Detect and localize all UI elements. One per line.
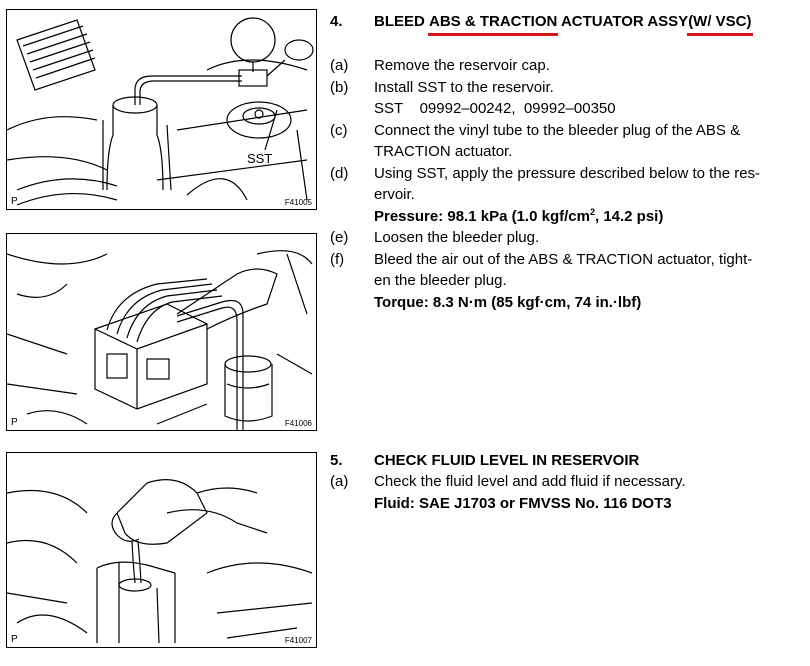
figure-corner-mark: P <box>11 196 18 207</box>
step-4-heading <box>330 11 800 35</box>
step-number: 4. <box>330 13 343 30</box>
item-text: en the bleeder plug. <box>374 272 507 289</box>
figure-code: F41005 <box>284 198 312 207</box>
figure-code: F41006 <box>284 419 312 428</box>
figure-sst-install <box>6 9 317 210</box>
item-text: Remove the reservoir cap. <box>374 57 550 74</box>
instruction-item <box>330 270 800 292</box>
instruction-item <box>330 141 800 163</box>
step-title: CHECK FLUID LEVEL IN RESERVOIR <box>374 452 640 469</box>
step-4-section <box>330 11 800 313</box>
instruction-item <box>330 184 800 206</box>
instruction-item <box>330 227 800 249</box>
instruction-item <box>330 98 800 120</box>
pressure-spec <box>330 206 800 228</box>
instruction-item <box>330 163 800 185</box>
step-title <box>374 11 752 33</box>
item-text: Install SST to the reservoir. <box>374 78 554 96</box>
instruction-item <box>330 55 800 77</box>
instruction-item <box>330 77 800 99</box>
step-5-section <box>330 450 800 514</box>
instruction-item <box>330 471 800 493</box>
item-text: ervoir. <box>374 186 415 203</box>
figure-bleeder-plug <box>6 233 317 431</box>
item-text: Bleed the air out of the ABS & TRACTION actuator, tight- <box>374 250 753 268</box>
sst-part-numbers: SST 09992–00242, 09992–00350 <box>374 100 616 117</box>
title-text: BLEED <box>374 13 430 30</box>
pressure-text: , 14.2 psi) <box>594 207 664 225</box>
title-text: ACTUATOR ASSY <box>557 13 689 30</box>
figure-corner-mark: P <box>11 417 18 428</box>
item-label: (e) <box>330 229 349 246</box>
item-text: TRACTION actuator. <box>374 143 513 160</box>
item-label: (c) <box>330 121 348 139</box>
instruction-item <box>330 120 800 142</box>
item-label: (a) <box>330 473 349 490</box>
bleeder-plug-illustration <box>7 234 316 430</box>
figure-code: F41007 <box>284 636 312 645</box>
add-fluid-illustration <box>7 453 316 647</box>
sst-install-illustration <box>7 10 316 209</box>
item-label: (f) <box>330 250 345 268</box>
fluid-spec: Fluid: SAE J1703 or FMVSS No. 116 DOT3 <box>374 494 672 512</box>
figure-corner-mark: P <box>11 634 18 645</box>
pressure-text: Pressure: 98.1 kPa (1.0 kgf/cm <box>374 207 590 225</box>
pressure-superscript: 2 <box>589 206 595 217</box>
item-text: Connect the vinyl tube to the bleeder plug of the ABS & <box>374 121 741 139</box>
highlighted-title-abs-traction: ABS & TRACTION <box>429 11 557 33</box>
torque-spec: Torque: 8.3 N·m (85 kgf·cm, 74 in.·lbf) <box>374 293 642 311</box>
highlighted-title-w-vsc: (W/ VSC) <box>688 11 751 33</box>
item-text: Check the fluid level and add fluid if necessary. <box>374 473 686 490</box>
sst-callout: SST <box>247 151 273 166</box>
item-text: Loosen the bleeder plug. <box>374 229 540 246</box>
step-number: 5. <box>330 452 343 469</box>
item-label: (b) <box>330 78 349 96</box>
instruction-item <box>330 249 800 271</box>
item-label: (a) <box>330 57 349 74</box>
item-label: (d) <box>330 164 349 182</box>
item-text: Using SST, apply the pressure described below to the res- <box>374 164 761 182</box>
figure-add-fluid <box>6 452 317 648</box>
